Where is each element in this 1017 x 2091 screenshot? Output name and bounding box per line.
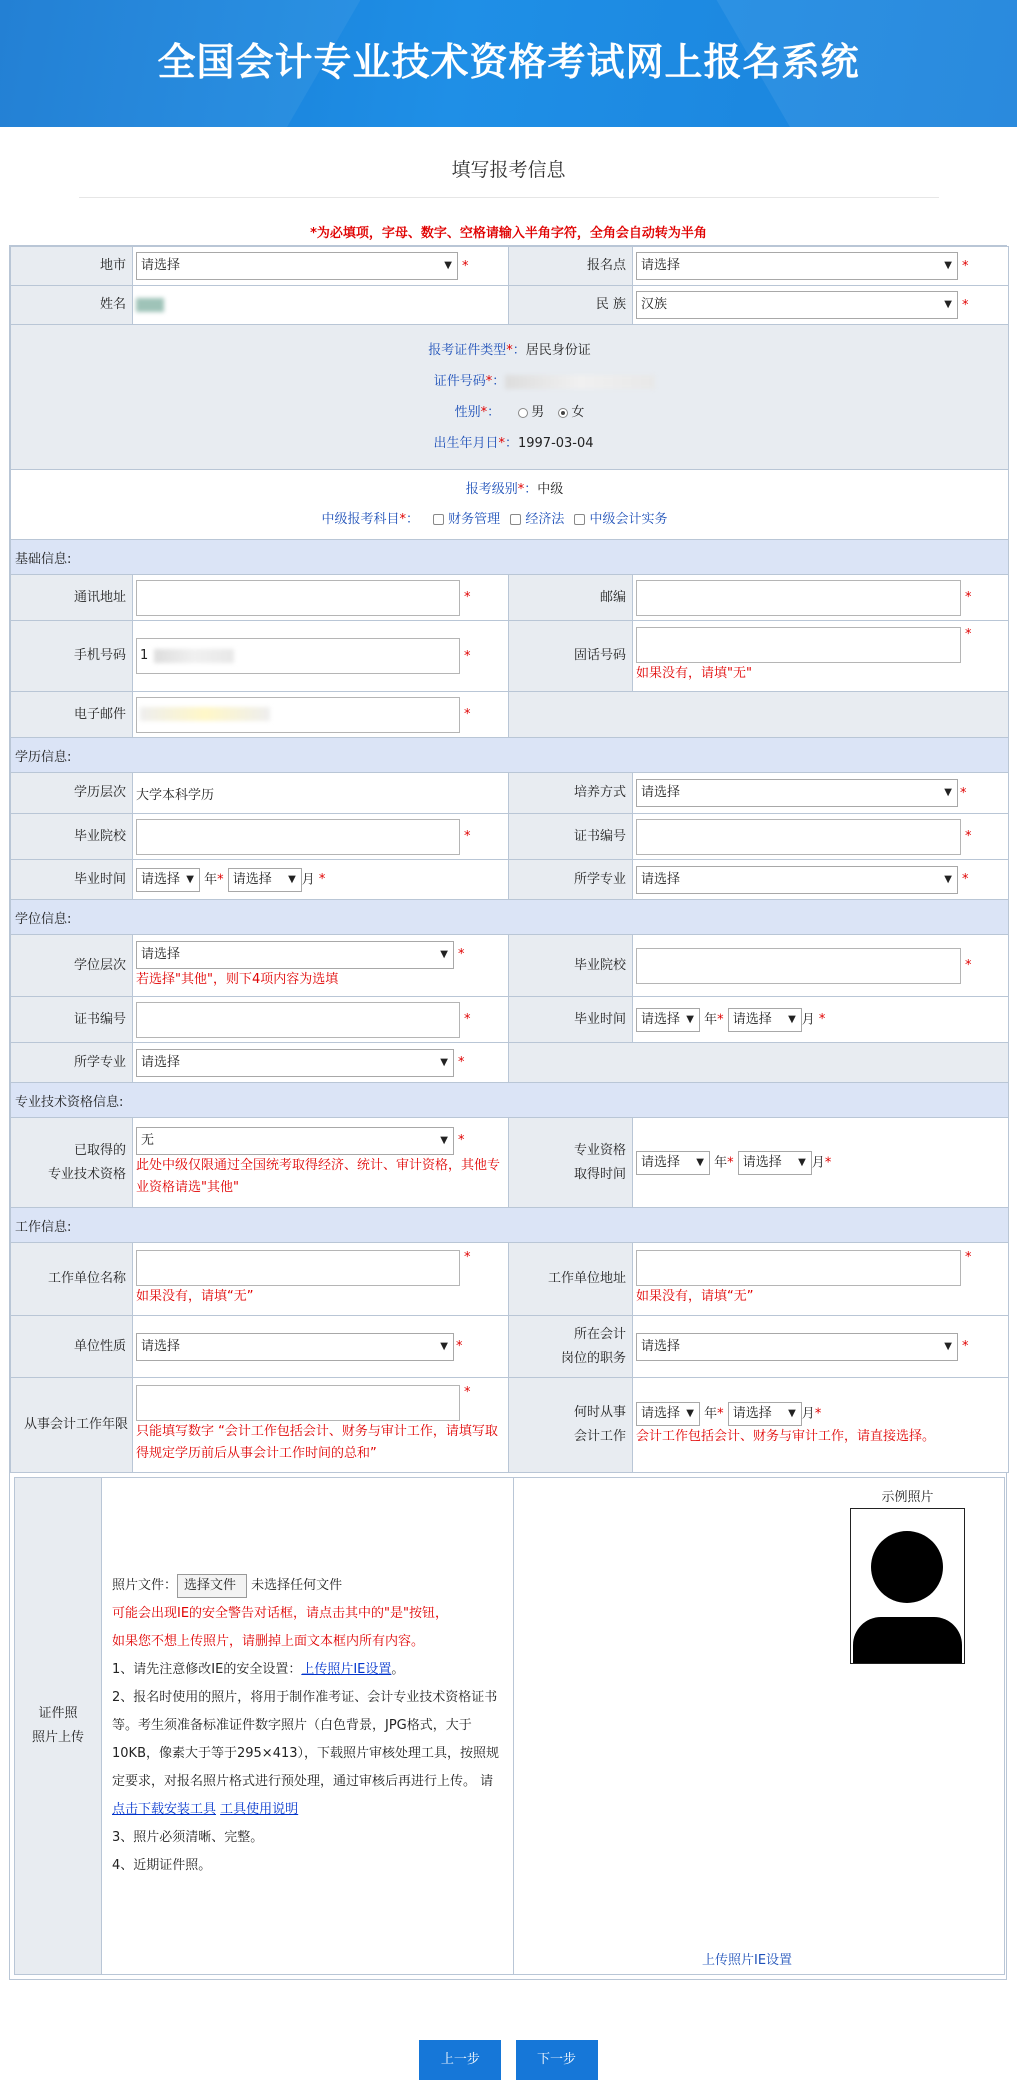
work-address-input[interactable]	[636, 1250, 961, 1286]
duty-label: 所在会计 岗位的职务	[509, 1316, 633, 1378]
qual-year-select[interactable]: 请选择 ▼	[636, 1151, 710, 1175]
chevron-down-icon: ▼	[444, 260, 452, 271]
edu-cert-input[interactable]	[636, 819, 961, 855]
photo-section	[10, 1473, 1006, 1979]
address-input[interactable]	[136, 580, 460, 616]
chevron-down-icon: ▼	[944, 787, 952, 798]
degree-month-select[interactable]: 请选择 ▼	[728, 1008, 802, 1032]
degree-time-label: 毕业时间	[509, 997, 633, 1043]
prev-button[interactable]: 上一步	[419, 2040, 501, 2080]
section-education: 学历信息:	[11, 738, 1009, 773]
chevron-down-icon: ▼	[440, 1340, 448, 1352]
edu-year-select[interactable]: 请选择 ▼	[136, 868, 200, 892]
section-degree: 学位信息:	[11, 900, 1009, 935]
chevron-down-icon: ▼	[440, 1134, 448, 1146]
section-qualification: 专业技术资格信息:	[11, 1083, 1009, 1118]
degree-level-select[interactable]: 请选择 ▼	[136, 941, 454, 969]
email-input[interactable]	[136, 697, 460, 733]
chevron-down-icon: ▼	[944, 260, 952, 271]
phone-label: 固话号码	[509, 621, 633, 692]
ie-settings-link[interactable]: 上传照片IE设置	[301, 1662, 392, 1677]
ie-settings-bottom-link[interactable]: 上传照片IE设置	[702, 1953, 793, 1968]
degree-level-hint: 若选择"其他"，则下4项内容为选填	[136, 971, 339, 987]
email-label: 电子邮件	[11, 692, 133, 738]
years-input[interactable]	[136, 1385, 460, 1421]
city-select[interactable]: 请选择 ▼	[136, 252, 458, 280]
degree-major-select[interactable]: 请选择 ▼	[136, 1049, 454, 1077]
address-label: 通讯地址	[11, 575, 133, 621]
subject-checkbox-law[interactable]	[510, 514, 521, 525]
system-title: 全国会计专业技术资格考试网上报名系统	[157, 40, 860, 84]
since-year-select[interactable]: 请选择 ▼	[636, 1402, 700, 1426]
zip-input[interactable]	[636, 580, 961, 616]
since-hint: 会计工作包括会计、财务与审计工作，请直接选择。	[636, 1429, 936, 1444]
edu-school-input[interactable]	[136, 819, 460, 855]
company-label: 工作单位名称	[11, 1243, 133, 1316]
qual-month-select[interactable]: 请选择 ▼	[738, 1151, 812, 1175]
photo-instructions: 照片文件： 选择文件 未选择任何文件 可能会出现IE的安全警告对话框，请点击其中的"是"按钮， 如果您不想上传照片，请删掉上面文本框内所有内容。 1、请先注意修改IE的安全设置：上传照片IE设置。 2、报名时使用的照片，将用于制作准考证、会计专业技术资格证书等。考生须准备标准证件数字照片（白色背景，JPG格式，大于10KB，像素大于等于295×413），下载照片审核处理工具，按照规定要求，对报名照片格式进行预处理，通过审核后再进行上传。 请点击下载安装工具 工具使用说明 3、照片必须清晰、完整。 4、近期证件照。	[102, 1478, 514, 1975]
gender-female-radio[interactable]	[558, 408, 568, 418]
edu-level-value: 大学本科学历	[133, 773, 509, 814]
chevron-down-icon: ▼	[944, 1340, 952, 1352]
edu-time-label: 毕业时间	[11, 860, 133, 900]
work-address-label: 工作单位地址	[509, 1243, 633, 1316]
edu-mode-select[interactable]: 请选择 ▼	[636, 779, 958, 807]
birth-value: 1997-03-04	[517, 436, 594, 451]
company-input[interactable]	[136, 1250, 460, 1286]
city-label: 地市	[11, 247, 133, 286]
photo-label: 证件照 照片上传	[15, 1478, 102, 1975]
sample-photo-label: 示例照片	[881, 1490, 934, 1505]
work-address-hint: 如果没有，请填“无”	[636, 1289, 754, 1304]
header-banner	[0, 0, 1017, 127]
choose-file-button[interactable]: 选择文件	[177, 1574, 247, 1598]
zip-label: 邮编	[509, 575, 633, 621]
section-work: 工作信息:	[11, 1208, 1009, 1243]
since-label: 何时从事 会计工作	[509, 1378, 633, 1473]
chevron-down-icon: ▼	[440, 948, 448, 960]
company-hint: 如果没有，请填“无”	[136, 1289, 254, 1304]
qual-time-label: 专业资格 取得时间	[509, 1118, 633, 1208]
qual-got-hint: 此处中级仅限通过全国统考取得经济、统计、审计资格，其他专业资格请选"其他"	[136, 1157, 501, 1195]
years-label: 从事会计工作年限	[11, 1378, 133, 1473]
qual-got-select[interactable]: 无 ▼	[136, 1127, 454, 1155]
level-value: 中级	[537, 481, 564, 497]
registration-form: 地市 请选择 ▼ * 报名点 请选择 ▼ * 姓名 民 族 汉族 ▼ * 报考证件类型*：居民身份证 证件号码*： 性别*： 男 女 出生年月日*：1997-03-04 报考级别*：中级 中级报考科目*： 财务管理 经济法 中级会计实务 基础信息: 通讯地址 * 邮编 * 手机号码 1 * 固话号码 * 如果没有，请填"无" 电子邮件 * 学历信息: 学历层次 大学本科学历 培养方式 请选择 ▼ * 毕业院校 * 证书编号 * 毕业时间 请选择 ▼ 年* 请选择 ▼ 月 * 所学专业 请选择 ▼ * 学位信息: 学位层次 请选择 ▼ * 若选择"其他"，则下4项内容为选填 毕业院校 * 证书编号 * 毕业时间 请选择 ▼ 年* 请选择 ▼ 月 * 所学专业 请选择 ▼ * 专业技术资格信息: 已取得的 专业技术资格 无 ▼ * 此处中级仅限通过全国统考取得经济、统计、审计资格，其他专业资格请选"其他" 专业资格 取得时间 请选择 ▼ 年* 请选择 ▼ 月* 工作信息: 工作单位名称 * 如果没有，请填“无” 工作单位地址 * 如果没有，请填“无” 单位性质 请选择 ▼ * 所在会计 岗位的职务 请选择 ▼ * 从事会计工作年限 * 只能填写数字 “会计工作包括会计、财务与审计工作，请填写取得规定学历前后从事会计工作时间的总和” 何时从事 会计工作 请选择 ▼ 年* 请选择 ▼ 月* 会计工作包括会计、财务与审计工作，请直接选择。 证件照 照片上传 照片文件： 选择文件 未选择任何文件 可能会出现IE的安全警告对话框，请点击其中的"是"按钮， 如果您不想上传照片，请删掉上面文本框内所有内容。 1、请先注意修改IE的安全设置：上传照片IE设置。 2、报名时使用的照片，将用于制作准考证、会计专业技术资格证书等。考生须准备标准证件数字照片（白色背景，JPG格式，大于10KB，像素大于等于295×413），下载照片审核处理工具，按照规定要求，对报名照片格式进行预处理，通过审核后再进行上传。 请点击下载安装工具 工具使用说明 3、照片必须清晰、完整。 4、近期证件照。 示例照片 上传照片IE设置	[9, 245, 1007, 1980]
degree-school-input[interactable]	[636, 948, 961, 984]
required-notice: *为必填项，字母、数字、空格请输入半角字符，全角会自动转为半角	[310, 226, 707, 241]
tool-guide-link[interactable]: 工具使用说明	[220, 1802, 299, 1817]
chevron-down-icon: ▼	[944, 873, 952, 885]
name-value-redacted	[136, 298, 164, 312]
level-block: 报考级别*：中级 中级报考科目*： 财务管理 经济法 中级会计实务	[11, 470, 1009, 540]
page-title: 填写报考信息	[451, 159, 566, 181]
next-button[interactable]: 下一步	[516, 2040, 598, 2080]
chevron-down-icon: ▼	[944, 299, 952, 310]
duty-select[interactable]: 请选择 ▼	[636, 1333, 958, 1361]
photo-preview-area	[514, 1478, 1005, 1975]
title-divider	[79, 197, 939, 198]
since-month-select[interactable]: 请选择 ▼	[728, 1402, 802, 1426]
ethnic-label: 民 族	[509, 286, 633, 325]
chevron-down-icon: ▼	[440, 1056, 448, 1068]
degree-level-label: 学位层次	[11, 935, 133, 997]
edu-mode-label: 培养方式	[509, 773, 633, 814]
ethnic-select[interactable]: 汉族 ▼	[636, 291, 958, 319]
degree-cert-input[interactable]	[136, 1002, 460, 1038]
idtype-value: 居民身份证	[525, 343, 591, 358]
site-label: 报名点	[509, 247, 633, 286]
name-label: 姓名	[11, 286, 133, 325]
site-select[interactable]: 请选择 ▼	[636, 252, 958, 280]
nature-label: 单位性质	[11, 1316, 133, 1378]
edu-month-select[interactable]: 请选择 ▼	[228, 868, 302, 892]
button-bar	[0, 2040, 1017, 2080]
degree-cert-label: 证书编号	[11, 997, 133, 1043]
degree-school-label: 毕业院校	[509, 935, 633, 997]
edu-cert-label: 证书编号	[509, 814, 633, 860]
edu-school-label: 毕业院校	[11, 814, 133, 860]
phone-hint: 如果没有，请填"无"	[636, 666, 752, 681]
mobile-label: 手机号码	[11, 621, 133, 692]
degree-year-select[interactable]: 请选择 ▼	[636, 1008, 700, 1032]
identity-block: 报考证件类型*：居民身份证 证件号码*： 性别*： 男 女 出生年月日*：1997-03-04	[11, 325, 1009, 470]
phone-input[interactable]	[636, 627, 961, 663]
edu-level-label: 学历层次	[11, 773, 133, 814]
degree-major-label: 所学专业	[11, 1043, 133, 1083]
mobile-input[interactable]: 1	[136, 638, 460, 674]
download-tool-link[interactable]: 点击下载安装工具	[112, 1802, 217, 1817]
qual-got-label: 已取得的 专业技术资格	[11, 1118, 133, 1208]
subject-checkbox-accounting[interactable]	[574, 514, 585, 525]
edu-major-label: 所学专业	[509, 860, 633, 900]
sample-photo	[850, 1508, 965, 1664]
gender-male-radio[interactable]	[518, 408, 528, 418]
years-hint: 只能填写数字 “会计工作包括会计、财务与审计工作，请填写取得规定学历前后从事会计工作时间的总和”	[136, 1424, 498, 1461]
section-basic: 基础信息:	[11, 540, 1009, 575]
edu-major-select[interactable]: 请选择 ▼	[636, 866, 958, 894]
subject-checkbox-finance[interactable]	[433, 514, 444, 525]
idno-redacted	[505, 375, 655, 389]
nature-select[interactable]: 请选择 ▼	[136, 1333, 454, 1361]
